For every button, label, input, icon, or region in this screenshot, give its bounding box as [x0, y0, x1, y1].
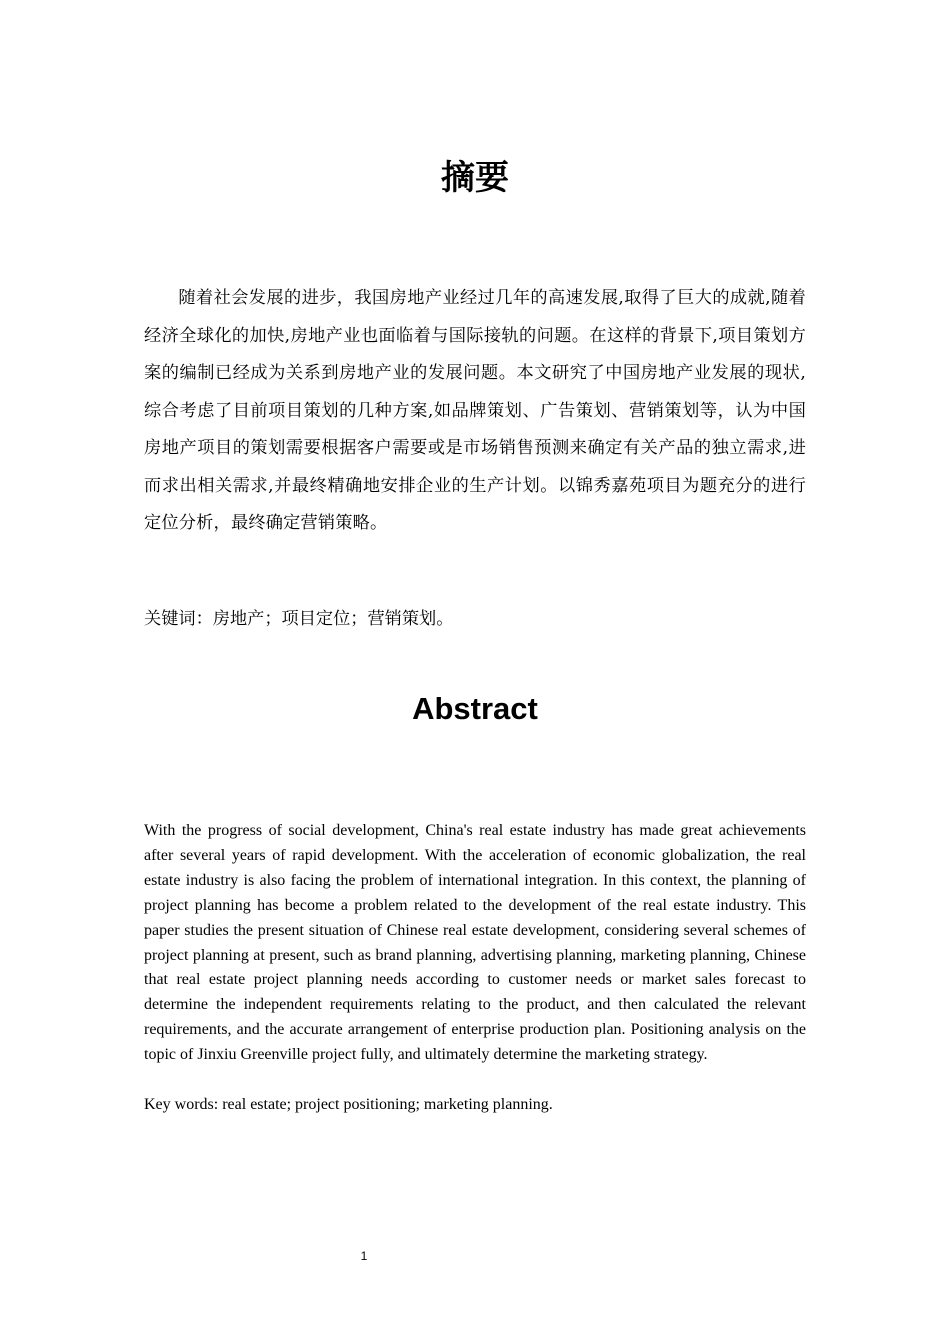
chinese-keywords: 关键词：房地产；项目定位；营销策划。: [144, 609, 454, 629]
english-keywords: Key words: real estate; project positioning; marketing planning.: [144, 1096, 553, 1113]
chinese-abstract-body: 随着社会发展的进步，我国房地产业经过几年的高速发展,取得了巨大的成就,随着经济全球化的加快,房地产业也面临着与国际接轨的问题。在这样的背景下,项目策划方案的编制已经成为关系到房地产业的发展问题。本文研究了中国房地产业发展的现状,综合考虑了目前项目策划的几种方案,如品牌策划、广告策划、营销策划等，认为中国房地产项目的策划需要根据客户需要或是市场销售预测来确定有关产品的独立需求,进而求出相关需求,并最终精确地安排企业的生产计划。以锦秀嘉苑项目为题充分的进行定位分析，最终确定营销策略。: [144, 288, 806, 533]
english-abstract-body: With the progress of social development, China's real estate industry has made great achievements after several years of rapid development. With the acceleration of economic globalization, the real estate industry is also facing the problem of international integration. In this context, the planning of project planning has become a problem related to the development of the real estate industry. This paper studies the present situation of Chinese real estate development, considering several schemes of project planning at present, such as brand planning, advertising planning, marketing planning, Chinese that real estate project planning needs according to customer needs or market sales forecast to determine the independent requirements relating to the product, and then calculated the relevant requirements, and the accurate arrangement of enterprise production plan. Positioning analysis on the topic of Jinxiu Greenville project fully, and ultimately determine the marketing strategy.: [144, 822, 806, 1064]
chinese-abstract-title: 摘要: [441, 158, 509, 198]
english-abstract-title: Abstract: [412, 691, 538, 726]
page-number: 1: [360, 1249, 368, 1263]
